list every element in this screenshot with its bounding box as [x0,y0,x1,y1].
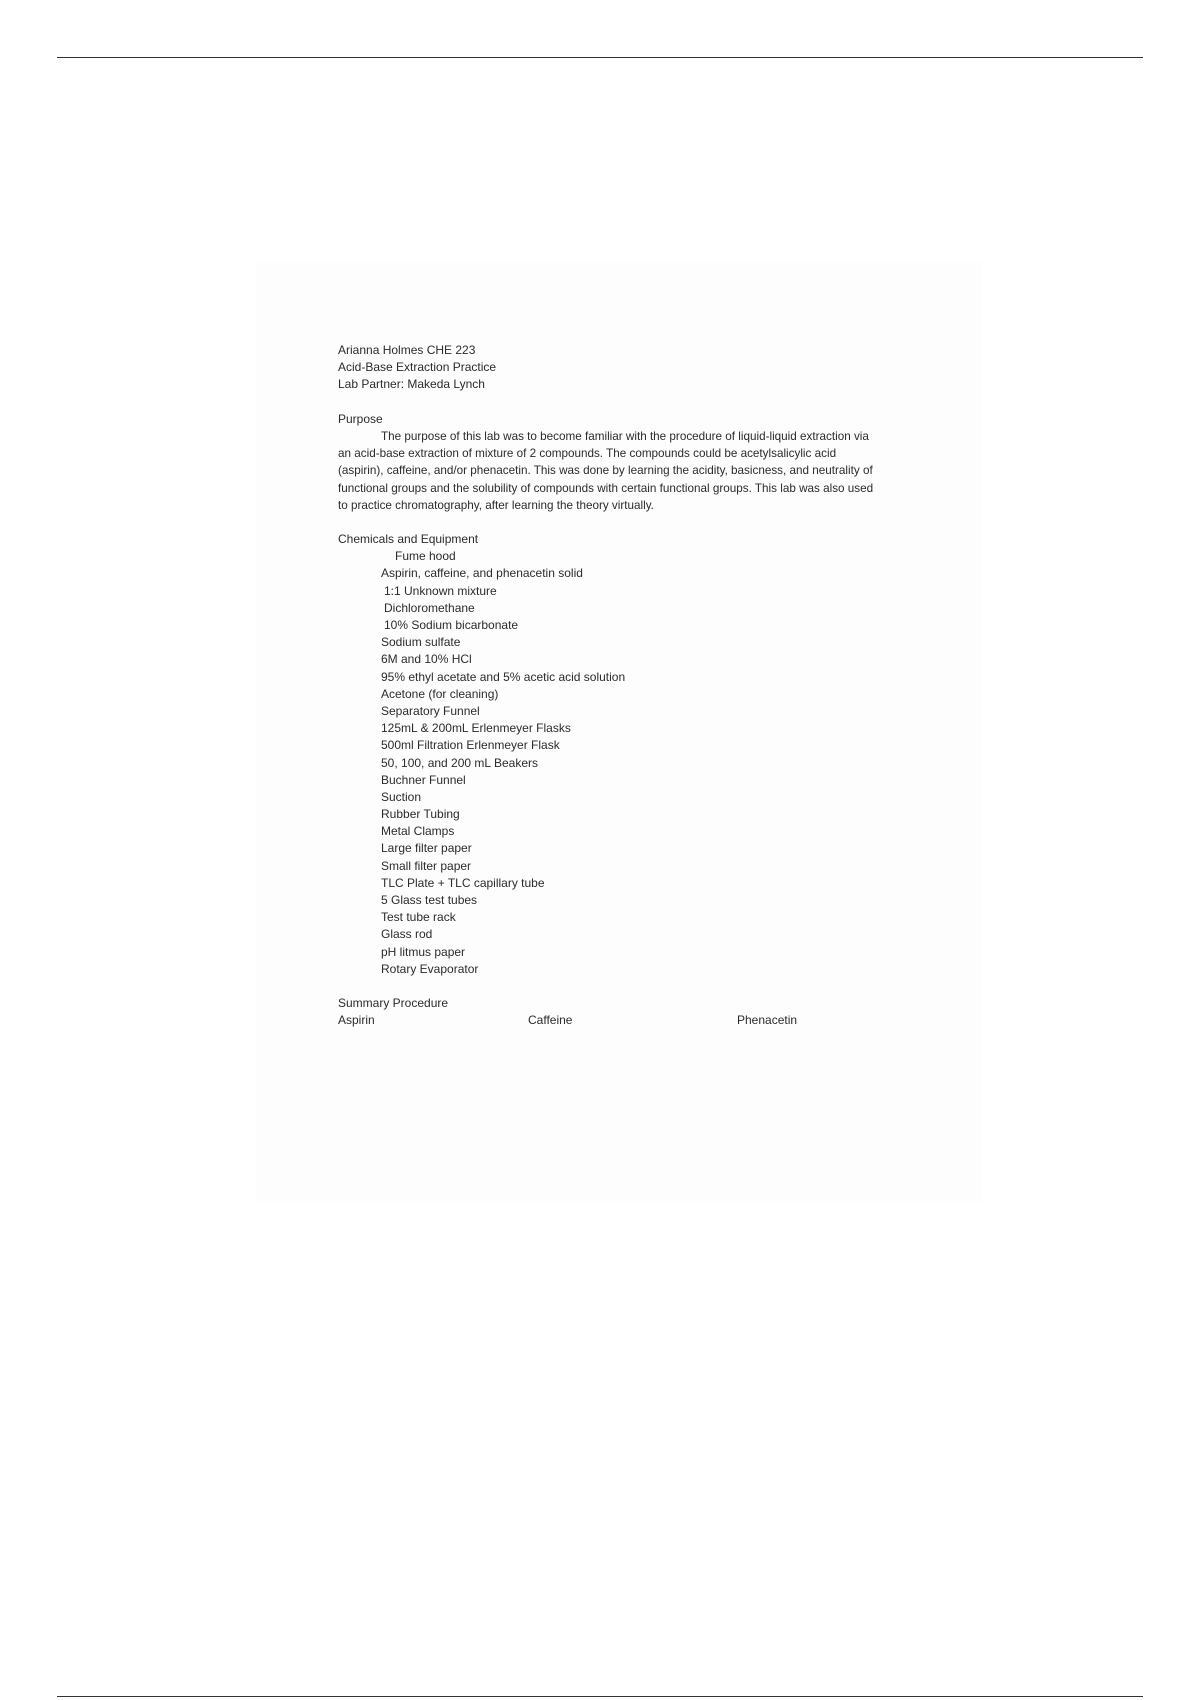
top-rule [57,57,1143,58]
purpose-line: functional groups and the solubility of compounds with certain functional groups. This lab was also used [338,481,874,495]
equipment-item: 10% Sodium bicarbonate [384,618,519,632]
equipment-item: 500ml Filtration Erlenmeyer Flask [381,738,560,753]
equipment-item: 95% ethyl acetate and 5% acetic acid solution [381,669,626,684]
equipment-item: 6M and 10% HCl [381,652,472,667]
summary-heading: Summary Procedure [338,996,449,1011]
purpose-line: The purpose of this lab was to become familiar with the procedure of liquid-liquid extraction via [381,429,869,443]
equipment-item: 5 Glass test tubes [381,893,478,907]
purpose-line: an acid-base extraction of mixture of 2 compounds. The compounds could be acetylsalicylic acid [338,447,837,461]
equipment-item: Buchner Funnel [381,772,466,787]
purpose-line: to practice chromatography, after learning the theory virtually. [338,498,654,512]
document-text [338,342,958,1030]
equipment-item: Sodium sulfate [381,635,461,650]
equipment-item: 50, 100, and 200 mL Beakers [381,755,538,770]
equipment-item: pH litmus paper [381,944,466,959]
purpose-paragraph [338,428,958,514]
equipment-item: Large filter paper [381,841,472,856]
purpose-line: (aspirin), caffeine, and/or phenacetin. This was done by learning the acidity, basicness, and neutrality of [338,464,873,478]
equipment-item: Test tube rack [381,910,456,925]
equipment-item: Metal Clamps [381,824,455,839]
summary-column-phenacetin: Phenacetin [737,1013,798,1028]
equipment-item: Dichloromethane [384,600,475,615]
equipment-item: Glass rod [381,927,433,942]
header-line: Acid-Base Extraction Practice [338,360,497,375]
header-line: Arianna Holmes CHE 223 [338,343,476,357]
summary-column-caffeine: Caffeine [528,1013,573,1028]
summary-columns [338,1012,958,1029]
purpose-heading: Purpose [338,411,383,426]
equipment-item: Fume hood [395,549,456,564]
equipment-item: Small filter paper [381,858,472,873]
bottom-rule [57,1696,1143,1697]
header-line: Lab Partner: Makeda Lynch [338,377,485,392]
equipment-item: Aspirin, caffeine, and phenacetin solid [381,566,583,581]
equipment-item: 1:1 Unknown mixture [384,583,497,598]
equipment-heading: Chemicals and Equipment [338,532,479,547]
equipment-item: Acetone (for cleaning) [381,686,499,701]
equipment-list [338,548,958,978]
equipment-item: Separatory Funnel [381,703,480,718]
equipment-item: Suction [381,789,422,804]
summary-column-aspirin: Aspirin [338,1013,375,1028]
equipment-item: TLC Plate + TLC capillary tube [381,875,545,890]
equipment-item: Rotary Evaporator [381,961,479,976]
equipment-item: Rubber Tubing [381,807,460,822]
equipment-item: 125mL & 200mL Erlenmeyer Flasks [381,721,571,736]
